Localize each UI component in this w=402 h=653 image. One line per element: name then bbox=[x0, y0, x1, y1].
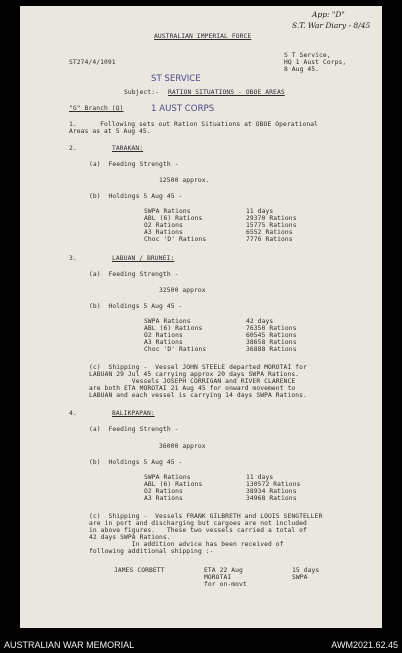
stamp-line-1: ST SERVICE bbox=[151, 74, 201, 84]
labuan-holdings-label: (b) Holdings 5 Aug 45 - bbox=[89, 303, 183, 310]
balikpapan-number: 4. bbox=[69, 410, 77, 417]
additional-eta-line: for on-movt bbox=[204, 581, 247, 588]
labuan-shipping-line: are both ETA MOROTAI 21 Aug 45 for onward movement to bbox=[89, 385, 296, 392]
labuan-row-value: 76350 Rations bbox=[246, 325, 297, 332]
tarakan-row-value: 7776 Rations bbox=[246, 236, 293, 243]
additional-eta-line: MOROTAI bbox=[204, 574, 232, 581]
labuan-heading: LABUAN / BRUNEI: bbox=[112, 255, 175, 262]
balikpapan-feeding-label: (a) Feeding Strength - bbox=[89, 426, 179, 433]
sender-line-2: HQ 1 Aust Corps, bbox=[284, 59, 347, 66]
balikpapan-heading: BALIKPAPAN: bbox=[112, 410, 155, 417]
tarakan-row-label: ABL (6) Rations bbox=[144, 215, 203, 222]
additional-days-line: 15 days bbox=[292, 567, 320, 574]
tarakan-row-label: O2 Rations bbox=[144, 222, 183, 229]
labuan-number: 3. bbox=[69, 255, 77, 262]
labuan-row-label: Choc 'D' Rations bbox=[144, 346, 207, 353]
tarakan-row-value: 11 days bbox=[246, 208, 274, 215]
tarakan-row-value: 29370 Rations bbox=[246, 215, 297, 222]
balikpapan-shipping-line: are in port and discharging but cargoes are not included bbox=[89, 520, 307, 527]
balikpapan-feeding-value: 36000 approx bbox=[159, 443, 206, 450]
handwritten-war-diary-note: S.T. War Diary - 8/45 bbox=[292, 21, 371, 30]
additional-eta-line: ETA 22 Aug bbox=[204, 567, 243, 574]
balikpapan-row-label: SWPA Rations bbox=[144, 474, 191, 481]
balikpapan-holdings-label: (b) Holdings 5 Aug 45 - bbox=[89, 459, 183, 466]
sender-line-3: 8 Aug 45. bbox=[284, 66, 320, 73]
sender-line-1: S T Service, bbox=[284, 52, 331, 59]
document-page bbox=[20, 6, 382, 628]
labuan-feeding-value: 32500 approx bbox=[159, 287, 206, 294]
balikpapan-row-value: 130572 Rations bbox=[246, 481, 301, 488]
balikpapan-shipping-line: following additional shipping :- bbox=[89, 548, 214, 555]
tarakan-row-value: 15775 Rations bbox=[246, 222, 297, 229]
tarakan-row-label: Choc 'D' Rations bbox=[144, 236, 207, 243]
balikpapan-shipping-line: 42 days SWPA Rations. bbox=[89, 534, 171, 541]
balikpapan-shipping-line: in above figures. These two vessels carried a total of bbox=[89, 527, 307, 534]
balikpapan-row-value: 11 days bbox=[246, 474, 274, 481]
labuan-shipping-line: LABUAN 29 Jul 45 carrying approx 20 days SWPA Rations. bbox=[89, 371, 300, 378]
balikpapan-row-label: O2 Rations bbox=[144, 488, 183, 495]
labuan-row-label: ABL (6) Rations bbox=[144, 325, 203, 332]
labuan-shipping-line: (c) Shipping - Vessel JOHN STEELE departed MOROTAI for bbox=[89, 364, 307, 371]
additional-days-line: SWPA bbox=[292, 574, 308, 581]
tarakan-number: 2. bbox=[69, 145, 77, 152]
balikpapan-row-value: 34968 Rations bbox=[246, 495, 297, 502]
document-title: AUSTRALIAN IMPERIAL FORCE bbox=[154, 33, 252, 40]
reference-number: ST274/4/1091 bbox=[69, 59, 116, 66]
tarakan-holdings-label: (b) Holdings 5 Aug 45 - bbox=[89, 193, 183, 200]
handwritten-appendix-note: App: "D" bbox=[312, 10, 345, 19]
balikpapan-shipping-line: (c) Shipping - Vessels FRANK GILBRETH and LOUIS SENGTELLER bbox=[89, 513, 323, 520]
tarakan-row-label: SWPA Rations bbox=[144, 208, 191, 215]
balikpapan-row-value: 38934 Rations bbox=[246, 488, 297, 495]
tarakan-feeding-value: 12500 approx. bbox=[159, 177, 210, 184]
footer-archive-name: AUSTRALIAN WAR MEMORIAL bbox=[4, 640, 135, 650]
labuan-shipping-line: Vessels JOSEPH CORRIGAN and RIVER CLARENCE bbox=[89, 378, 296, 385]
intro-line-2: Areas as at 5 Aug 45. bbox=[69, 128, 151, 135]
tarakan-row-label: A3 Rations bbox=[144, 229, 183, 236]
labuan-row-value: 36888 Rations bbox=[246, 346, 297, 353]
labuan-row-value: 38658 Rations bbox=[246, 339, 297, 346]
balikpapan-shipping-line: In addition advice has been received of bbox=[89, 541, 284, 548]
labuan-row-value: 42 days bbox=[246, 318, 274, 325]
branch-line: "G" Branch (Q) bbox=[69, 105, 124, 112]
labuan-row-label: SWPA Rations bbox=[144, 318, 191, 325]
labuan-feeding-label: (a) Feeding Strength - bbox=[89, 271, 179, 278]
labuan-row-label: A3 Rations bbox=[144, 339, 183, 346]
tarakan-row-value: 6552 Rations bbox=[246, 229, 293, 236]
subject-text: RATION SITUATIONS - OBOE AREAS bbox=[168, 89, 285, 96]
labuan-shipping-line: LABUAN and each vessel is carrying 14 days SWPA Rations. bbox=[89, 392, 307, 399]
balikpapan-row-label: ABL (6) Rations bbox=[144, 481, 203, 488]
balikpapan-row-label: A3 Rations bbox=[144, 495, 183, 502]
intro-line-1: 1. Following sets out Ration Situations at OBOE Operational bbox=[69, 121, 319, 128]
stamp-line-2: 1 AUST CORPS bbox=[151, 104, 215, 114]
subject-label: Subject:- bbox=[124, 89, 160, 96]
tarakan-feeding-label: (a) Feeding Strength - bbox=[89, 161, 179, 168]
tarakan-heading: TARAKAN: bbox=[112, 145, 144, 152]
labuan-row-value: 60545 Rations bbox=[246, 332, 297, 339]
labuan-row-label: O2 Rations bbox=[144, 332, 183, 339]
additional-vessel-name: JAMES CORBETT bbox=[114, 567, 165, 574]
footer-accession-number: AWM2021.62.45 bbox=[331, 640, 398, 650]
